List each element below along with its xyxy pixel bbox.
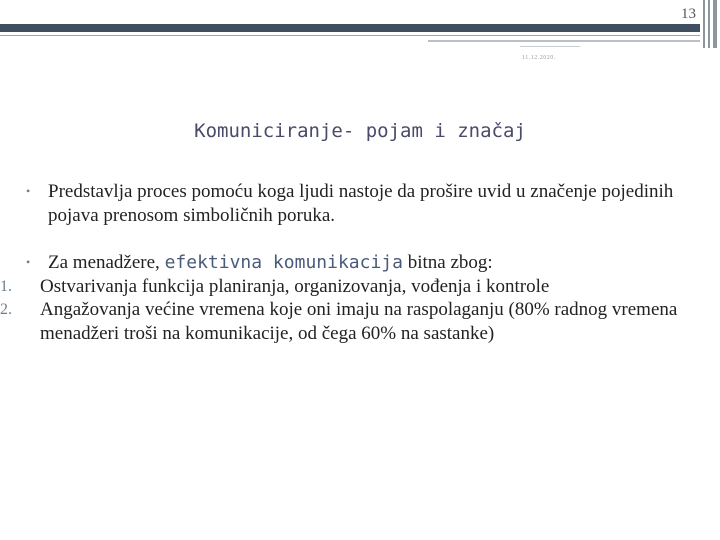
list-item <box>0 298 700 345</box>
intro-before: Za menadžere, <box>48 252 165 273</box>
intro-highlight: efektivna komunikacija <box>164 252 403 273</box>
intro-after: bitna zbog: <box>402 252 493 273</box>
bullet-paragraph <box>24 180 700 227</box>
page-number: 13 <box>681 6 696 22</box>
top-decor-line-right <box>428 40 700 42</box>
list-number: 1. <box>0 277 12 295</box>
bullet-text: Predstavlja proces pomoću koga ljudi nastoje da prošire uvid u značenje pojedinih pojava prenosom simboličnih poruka. <box>48 181 674 226</box>
date-rule <box>520 46 580 47</box>
intro-paragraph <box>24 251 700 275</box>
list-number: 2. <box>0 301 12 318</box>
list-text: Ostvarivanja funkcija planiranja, organizovanja, vođenja i kontrole <box>40 275 550 297</box>
right-edge-decor <box>700 0 720 48</box>
top-decor-line <box>0 35 700 36</box>
list-item <box>0 275 700 299</box>
slide-content <box>0 180 700 345</box>
bullet-icon: • <box>26 184 31 198</box>
list-text: Angažovanja većine vremena koje oni imaju na raspolaganju (80% radnog vremena menadžeri troši na komunikacije, od čega 60% na sastanke) <box>40 299 678 344</box>
bullet-icon: • <box>26 255 31 269</box>
slide-date: 11.12.2020. <box>522 55 556 61</box>
numbered-list <box>0 275 700 346</box>
top-decor-bar <box>0 24 700 32</box>
slide-title: Komuniciranje- pojam i značaj <box>194 120 526 142</box>
